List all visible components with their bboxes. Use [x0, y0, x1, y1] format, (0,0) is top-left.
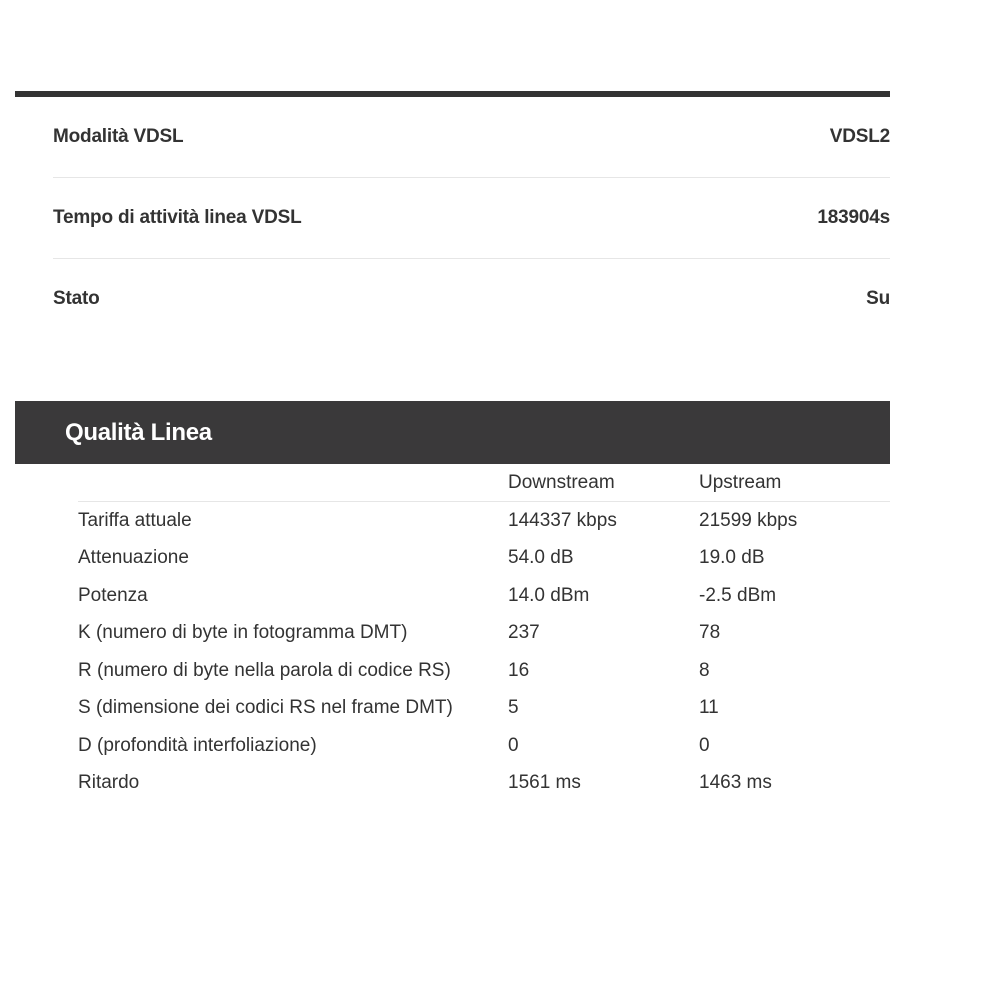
- downstream-cell: 5: [508, 697, 519, 719]
- param-cell: K (numero di byte in fotogramma DMT): [78, 622, 408, 644]
- section-title: Qualità Linea: [65, 418, 212, 446]
- info-value: VDSL2: [829, 126, 890, 147]
- param-cell: Potenza: [78, 584, 148, 606]
- table-row: [78, 727, 890, 765]
- downstream-cell: 1561 ms: [508, 772, 581, 794]
- table-header-row: [78, 464, 890, 502]
- param-cell: S (dimensione dei codici RS nel frame DMT): [78, 697, 453, 719]
- param-cell: D (profondità interfoliazione): [78, 734, 317, 756]
- table-row: [78, 577, 890, 615]
- line-quality-section-header: [15, 401, 890, 464]
- table-row: [78, 615, 890, 653]
- downstream-cell: 0: [508, 734, 519, 756]
- downstream-cell: 14.0 dBm: [508, 584, 590, 606]
- info-row-uptime: [53, 178, 890, 259]
- table-row: [78, 765, 890, 803]
- column-header-upstream: Upstream: [699, 464, 890, 502]
- table-row: [78, 652, 890, 690]
- info-label: Modalità VDSL: [53, 126, 184, 147]
- upstream-cell: 78: [699, 622, 721, 644]
- downstream-cell: 54.0 dB: [508, 547, 574, 569]
- upstream-cell: -2.5 dBm: [699, 584, 777, 606]
- upstream-cell: 8: [699, 659, 710, 681]
- table-row: [78, 540, 890, 578]
- info-row-status: [53, 259, 890, 339]
- upstream-cell: 0: [699, 734, 710, 756]
- column-header-param: [78, 464, 508, 502]
- table-row: [78, 502, 890, 540]
- param-cell: Attenuazione: [78, 547, 189, 569]
- downstream-cell: 144337 kbps: [508, 509, 617, 531]
- info-value: 183904s: [817, 207, 890, 228]
- info-label: Tempo di attività linea VDSL: [53, 207, 302, 228]
- line-quality-table: [78, 464, 890, 802]
- info-row-vdsl-mode: [53, 97, 890, 178]
- param-cell: Tariffa attuale: [78, 509, 192, 531]
- param-cell: R (numero di byte nella parola di codice RS): [78, 659, 451, 681]
- info-label: Stato: [53, 288, 100, 309]
- upstream-cell: 1463 ms: [699, 772, 772, 794]
- vdsl-info-list: [53, 97, 890, 339]
- column-header-downstream: Downstream: [508, 464, 699, 502]
- upstream-cell: 19.0 dB: [699, 547, 765, 569]
- downstream-cell: 237: [508, 622, 540, 644]
- table-row: [78, 690, 890, 728]
- status-value: Su: [866, 288, 890, 309]
- downstream-cell: 16: [508, 659, 530, 681]
- upstream-cell: 21599 kbps: [699, 509, 798, 531]
- param-cell: Ritardo: [78, 772, 140, 794]
- upstream-cell: 11: [699, 697, 719, 719]
